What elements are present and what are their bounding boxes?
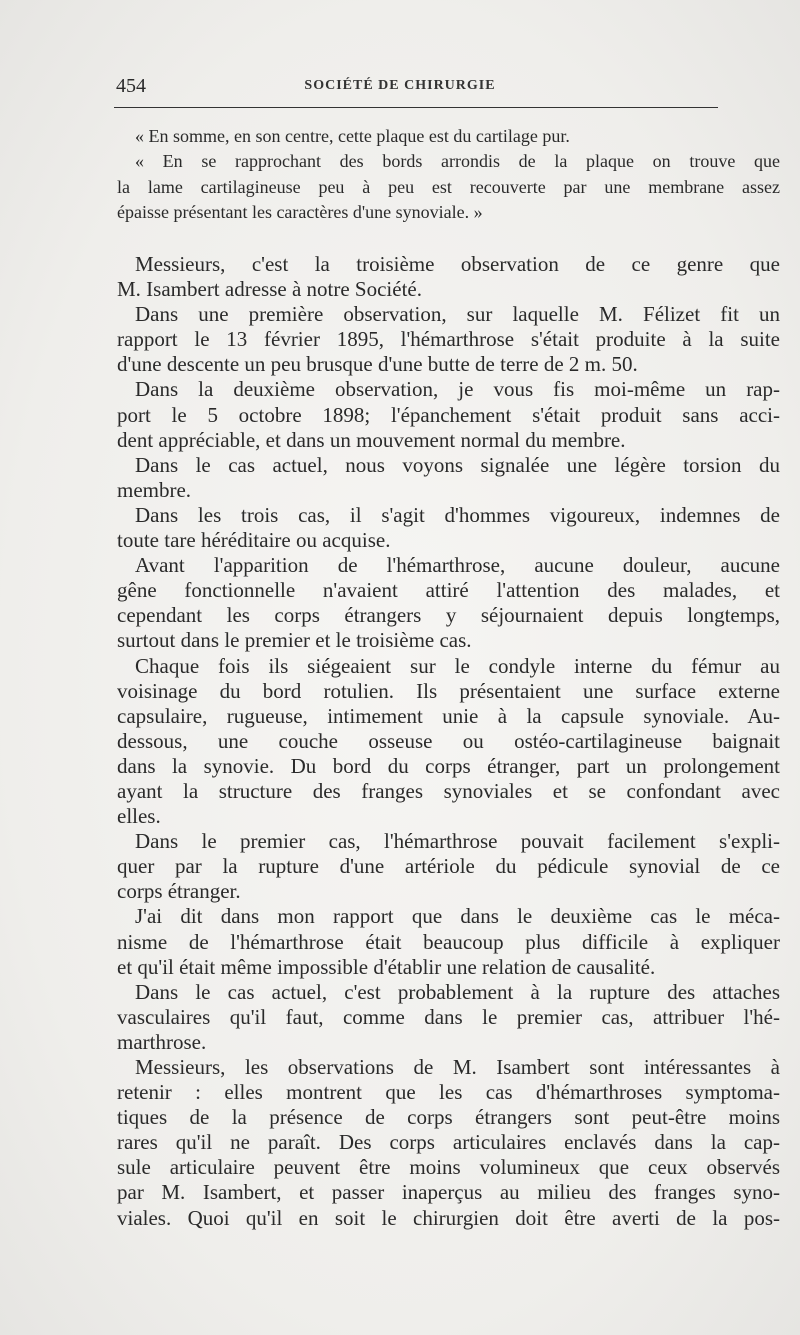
text-line: dans la synovie. Du bord du corps étranger, part un prolongement	[117, 753, 780, 778]
paragraph	[117, 149, 780, 225]
text-line: J'ai dit dans mon rapport que dans le deuxième cas le méca-	[135, 904, 780, 929]
text-line: dent appréciable, et dans un mouvement normal du membre.	[117, 427, 626, 452]
text-line: ayant la structure des franges synoviales et se confondant avec	[117, 778, 780, 803]
text-line: Dans le cas actuel, nous voyons signalée une légère torsion du	[135, 452, 780, 477]
text-line: capsulaire, rugueuse, intimement unie à la capsule synoviale. Au-	[117, 703, 780, 728]
paragraph	[117, 302, 780, 377]
text-line: épaisse présentant les caractères d'une synoviale. »	[117, 201, 483, 222]
text-line: par M. Isambert, et passer inaperçus au milieu des franges syno-	[117, 1180, 780, 1205]
text-line: surtout dans le premier et le troisième cas.	[117, 628, 472, 653]
text-line: voisinage du bord rotulien. Ils présentaient une surface externe	[117, 678, 780, 703]
text-line: Chaque fois ils siégeaient sur le condyle interne du fémur au	[135, 653, 780, 678]
text-line: elles.	[117, 804, 161, 829]
paragraph	[117, 453, 780, 503]
text-line: Dans le cas actuel, c'est probablement à la rupture des attaches	[135, 979, 780, 1004]
paragraph	[117, 904, 780, 979]
paragraph	[117, 553, 780, 653]
text-line: quer par la rupture d'une artériole du pédicule synovial de ce	[117, 854, 780, 879]
page-number: 454	[116, 75, 146, 97]
header-rule	[114, 107, 718, 108]
paragraph	[117, 252, 780, 302]
text-line: Messieurs, c'est la troisième observation de ce genre que	[135, 252, 780, 276]
text-line: nisme de l'hémarthrose était beaucoup plus difficile à expliquer	[117, 929, 780, 954]
paragraph	[117, 829, 780, 904]
text-line: rapport le 13 février 1895, l'hémarthrose s'était produite à la suite	[117, 327, 780, 352]
text-line: gêne fonctionnelle n'avaient attiré l'attention des malades, et	[117, 578, 780, 603]
paragraph	[117, 1055, 780, 1231]
text-line: vasculaires qu'il faut, comme dans le premier cas, attribuer l'hé-	[117, 1004, 780, 1029]
text-line: membre.	[117, 477, 192, 502]
text-line: dessous, une couche osseuse ou ostéo-cartilagineuse baignait	[117, 728, 780, 753]
running-title: SOCIÉTÉ DE CHIRURGIE	[304, 78, 496, 93]
text-line: sule articulaire peuvent être moins volumineux que ceux observés	[117, 1155, 780, 1180]
body-text	[117, 252, 780, 1231]
text-line: Avant l'apparition de l'hémarthrose, aucune douleur, aucune	[135, 553, 780, 578]
text-line: Dans les trois cas, il s'agit d'hommes vigoureux, indemnes de	[135, 502, 780, 527]
text-line: tiques de la présence de corps étrangers sont peut-être moins	[117, 1105, 780, 1130]
text-line: et qu'il était même impossible d'établir une relation de causalité.	[117, 954, 656, 979]
paragraph	[117, 124, 780, 149]
text-line: viales. Quoi qu'il en soit le chirurgien doit être averti de la pos-	[117, 1205, 780, 1230]
text-line: toute tare héréditaire ou acquise.	[117, 528, 391, 553]
text-line: d'une descente un peu brusque d'une butte de terre de 2 m. 50.	[117, 352, 638, 377]
text-line: Dans la deuxième observation, je vous fis moi-même un rap-	[135, 377, 780, 402]
text-line: retenir : elles montrent que les cas d'hémarthroses symptoma-	[117, 1080, 780, 1105]
paragraph	[117, 980, 780, 1055]
text-line: « En somme, en son centre, cette plaque est du cartilage pur.	[135, 126, 570, 146]
paragraph	[117, 503, 780, 553]
text-line: M. Isambert adresse à notre Société.	[117, 277, 422, 302]
text-line: Messieurs, les observations de M. Isambert sont intéressantes à	[135, 1055, 780, 1079]
paragraph	[117, 654, 780, 830]
quoted-passage	[117, 124, 780, 225]
text-line: Dans une première observation, sur laquelle M. Félizet fit un	[135, 302, 780, 327]
text-line: marthrose.	[117, 1029, 207, 1054]
text-line: Dans le premier cas, l'hémarthrose pouvait facilement s'expli-	[135, 829, 780, 854]
text-line: « En se rapprochant des bords arrondis de la plaque on trouve que	[135, 151, 780, 172]
text-line: port le 5 octobre 1898; l'épanchement s'était produit sans acci-	[117, 402, 780, 427]
text-line: la lame cartilagineuse peu à peu est recouverte par une membrane assez	[117, 176, 780, 197]
text-line: cependant les corps étrangers y séjournaient depuis longtemps,	[117, 603, 780, 628]
paragraph	[117, 377, 780, 452]
text-line: corps étranger.	[117, 879, 241, 904]
text-line: rares qu'il ne paraît. Des corps articulaires enclavés dans la cap-	[117, 1130, 780, 1155]
